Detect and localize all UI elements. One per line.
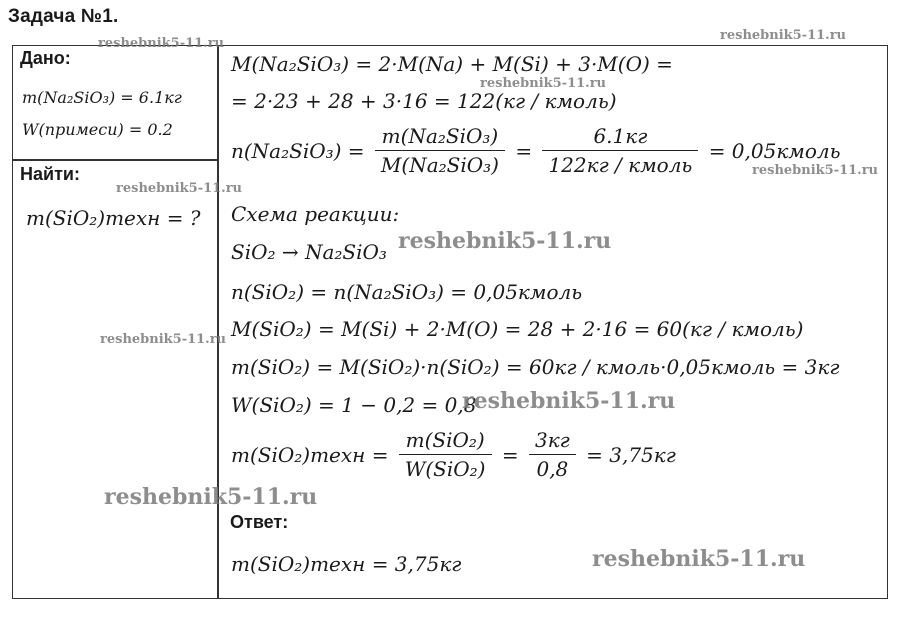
watermark: reshebnik5-11.ru	[98, 36, 225, 51]
watermark: reshebnik5-11.ru	[752, 163, 879, 178]
fraction-denominator: 122кг / кмоль	[548, 153, 693, 177]
moles-lhs: n(Na₂SiO₃) =	[231, 138, 365, 163]
equals-sign: =	[501, 442, 519, 467]
given-label: Дано:	[20, 48, 71, 68]
fraction-denominator: M(Na₂SiO₃)	[380, 153, 499, 177]
watermark: reshebnik5-11.ru	[480, 76, 607, 91]
moles-result: = 0,05кмоль	[708, 138, 841, 163]
equals-sign: =	[515, 138, 533, 163]
fraction-denominator: W(SiO₂)	[404, 457, 486, 481]
molar-mass-line-1: M(Na₂SiO₃) = 2·M(Na) + M(Si) + 3·M(O) =	[231, 52, 673, 76]
page-title: Задача №1.	[8, 6, 119, 27]
watermark: reshebnik5-11.ru	[720, 28, 847, 43]
mass-fraction-line: W(SiO₂) = 1 − 0,2 = 0,8	[231, 393, 477, 417]
scheme-label: Схема реакции:	[231, 202, 400, 226]
molar-mass-line-2: = 2·23 + 28 + 3·16 = 122(кг / кмоль)	[231, 89, 617, 113]
fraction-numerator: 6.1кг	[542, 124, 698, 151]
given-mass: m(Na₂SiO₃) = 6.1кг	[22, 88, 182, 107]
moles-fraction-1	[375, 124, 505, 177]
molar-mass-sio2-line: M(SiO₂) = M(Si) + 2·M(O) = 28 + 2·16 = 60(кг / кмоль)	[231, 317, 804, 341]
technical-mass-lhs: m(SiO₂)техн =	[231, 442, 389, 467]
watermark: reshebnik5-11.ru	[462, 388, 676, 414]
mass-sio2-line: m(SiO₂) = M(SiO₂)·n(SiO₂) = 60кг / кмоль·0,05кмоль = 3кг	[231, 355, 840, 379]
find-label: Найти:	[20, 164, 80, 184]
row-divider	[12, 159, 218, 161]
watermark: reshebnik5-11.ru	[104, 484, 318, 510]
fraction-numerator: 3кг	[529, 428, 576, 455]
technical-fraction-2	[529, 428, 576, 481]
fraction-numerator: m(SiO₂)	[399, 428, 492, 455]
answer-expression: m(SiO₂)техн = 3,75кг	[231, 552, 462, 576]
reaction-scheme: SiO₂ → Na₂SiO₃	[231, 240, 387, 264]
technical-mass-equation	[231, 428, 676, 481]
watermark: reshebnik5-11.ru	[592, 546, 806, 572]
technical-mass-result: = 3,75кг	[586, 442, 676, 467]
fraction-denominator: 0,8	[536, 457, 569, 481]
watermark: reshebnik5-11.ru	[398, 228, 612, 254]
column-divider	[217, 45, 219, 599]
fraction-numerator: m(Na₂SiO₃)	[375, 124, 505, 151]
technical-fraction-1	[399, 428, 492, 481]
watermark: reshebnik5-11.ru	[116, 181, 243, 196]
moles-fraction-2	[542, 124, 698, 177]
given-impurity: W(примеси) = 0.2	[22, 120, 173, 139]
answer-label: Ответ:	[230, 512, 289, 532]
find-expression: m(SiO₂)техн = ?	[26, 206, 201, 230]
moles-equation	[231, 124, 841, 177]
watermark: reshebnik5-11.ru	[100, 332, 227, 347]
moles-sio2-line: n(SiO₂) = n(Na₂SiO₃) = 0,05кмоль	[231, 280, 583, 304]
